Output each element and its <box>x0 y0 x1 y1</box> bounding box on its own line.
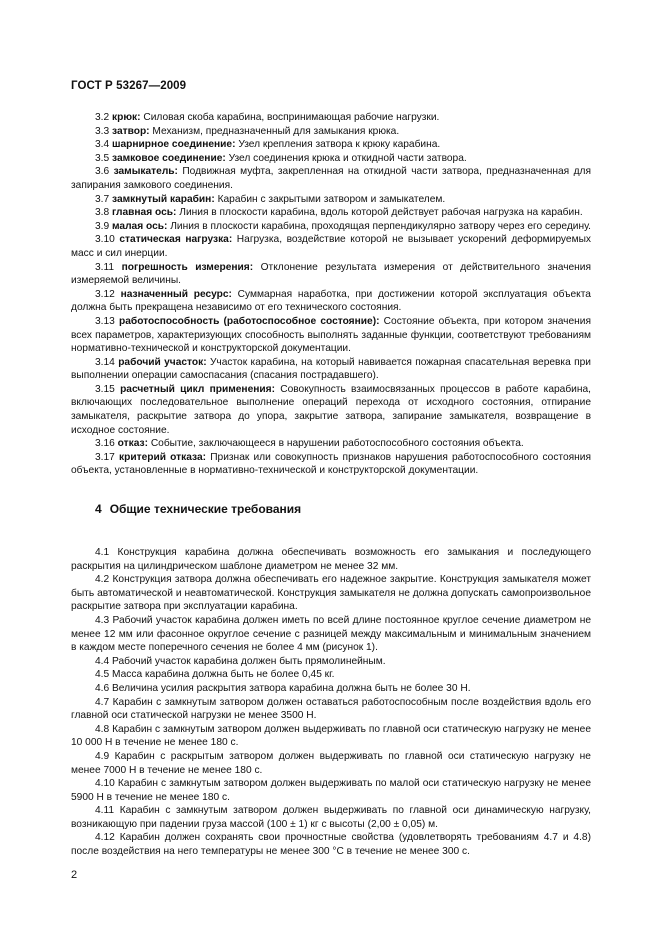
term-3-12: 3.12 назначенный ресурс: Суммарная наработка, при достижении которой эксплуатация объекта должна быть прекращена независимо от его технического состояния. <box>71 288 591 314</box>
requirement-4-2: 4.2 Конструкция затвора должна обеспечивать его надежное закрытие. Конструкция замыкателя может быть автоматической и неавтоматической. Конструкция замыкателя не должна допускать самопроизвольное раскрытие затвора при эксплуатации карабина. <box>71 574 591 613</box>
term-3-5: 3.5 замковое соединение: Узел соединения крюка и откидной части затвора. <box>95 152 467 164</box>
term-3-9: 3.9 малая ось: Линия в плоскости карабина, проходящая перпендикулярно затвору через его середину. <box>95 220 592 232</box>
page-number: 2 <box>71 869 78 881</box>
section-heading <box>95 502 301 516</box>
section-title: Общие технические требования <box>109 502 302 516</box>
term-3-3: 3.3 затвор: Механизм, предназначенный для замыкания крюка. <box>95 125 400 137</box>
term-3-14: 3.14 рабочий участок: Участок карабина, на который навивается пожарная спасательная веревка при выполнении операции самоспасания (спасания пострадавшего). <box>71 356 591 382</box>
term-3-6: 3.6 замыкатель: Подвижная муфта, закрепленная на откидной части затвора, предназначенная для запирания замкового соединения. <box>71 166 591 191</box>
term-3-15: 3.15 расчетный цикл применения: Совокупность взаимосвязанных процессов в работе карабина, включающих последовательное выполнение операций перехода от исходного состояния, отпирание замыкателя, раскрытие затвора до упора, закрытие затвора, запирание замыкателя, возвращение в исходное состояние. <box>71 383 591 436</box>
terms-list <box>71 111 591 478</box>
requirement-4-1: 4.1 Конструкция карабина должна обеспечивать возможность его замыкания и последующего раскрытия на цилиндрическом шаблоне диаметром не менее 32 мм. <box>71 547 591 572</box>
requirement-4-11: 4.11 Карабин с замкнутым затвором должен выдерживать по главной оси динамическую нагрузку, возникающую при падении груза массой (100 ± 1) кг с высоты (2,00 ± 0,05) м. <box>71 805 591 830</box>
requirement-4-6: 4.6 Величина усилия раскрытия затвора карабина должна быть не более 30 Н. <box>95 682 471 694</box>
term-3-13: 3.13 работоспособность (работоспособное состояние): Состояние объекта, при котором значения всех параметров, характеризующих способность выполнять заданные функции, соответствуют требованиям нормативно-технической и конструкторской документации. <box>71 315 591 355</box>
requirements-list <box>71 546 591 859</box>
requirement-4-3: 4.3 Рабочий участок карабина должен иметь по всей длине постоянное круглое сечение диаметром не менее 12 мм или фасонное округлое сечение с разницей между максимальным и минимальным значением в каждом месте поперечного сечения не более 4 мм (рисунок 1). <box>71 614 591 654</box>
term-3-2: 3.2 крюк: Силовая скоба карабина, воспринимающая рабочие нагрузки. <box>95 112 440 123</box>
requirement-4-12: 4.12 Карабин должен сохранять свои прочностные свойства (удовлетворять требованиям 4.7 и 4.8) после воздействия на него температуры не менее 300 °С в течение не менее 300 с. <box>71 832 591 858</box>
requirement-4-7: 4.7 Карабин с замкнутым затвором должен оставаться работоспособным после воздействия вдоль его главной оси статической нагрузки не менее 3500 Н. <box>71 696 591 722</box>
term-3-4: 3.4 шарнирное соединение: Узел крепления затвора к крюку карабина. <box>95 139 441 151</box>
section-number: 4 <box>95 502 102 516</box>
requirement-4-10: 4.10 Карабин с замкнутым затвором должен выдерживать по малой оси статическую нагрузку не менее 5900 Н в течение не менее 180 с. <box>71 778 591 803</box>
requirement-4-8: 4.8 Карабин с замкнутым затвором должен выдерживать по главной оси статическую нагрузку не менее 10 000 Н в течение не менее 180 с. <box>71 723 591 749</box>
term-3-7: 3.7 замкнутый карабин: Карабин с закрытыми затвором и замыкателем. <box>95 193 446 205</box>
term-3-11: 3.11 погрешность измерения: Отклонение результата измерения от действительного значения измеряемой величины. <box>71 261 592 287</box>
requirement-4-5: 4.5 Масса карабина должна быть не более 0,45 кг. <box>95 669 335 681</box>
term-3-17: 3.17 критерий отказа: Признак или совокупность признаков нарушения работоспособного состояния объекта, установленные в нормативно-технической и конструкторской документации. <box>71 451 591 477</box>
requirement-4-9: 4.9 Карабин с раскрытым затвором должен выдерживать по главной оси статическую нагрузку не менее 7000 Н в течение не менее 180 с. <box>71 750 591 776</box>
term-3-16: 3.16 отказ: Событие, заключающееся в нарушении работоспособного состояния объекта. <box>95 438 524 450</box>
term-3-10: 3.10 статическая нагрузка: Нагрузка, воздействие которой не вызывает ускорений деформируемых масс и сил инерции. <box>71 234 591 259</box>
document-header: ГОСТ Р 53267—2009 <box>71 80 187 92</box>
requirement-4-4: 4.4 Рабочий участок карабина должен быть прямолинейным. <box>95 655 386 667</box>
term-3-8: 3.8 главная ось: Линия в плоскости карабина, вдоль которой действует рабочая нагрузка на карабин. <box>95 207 583 219</box>
